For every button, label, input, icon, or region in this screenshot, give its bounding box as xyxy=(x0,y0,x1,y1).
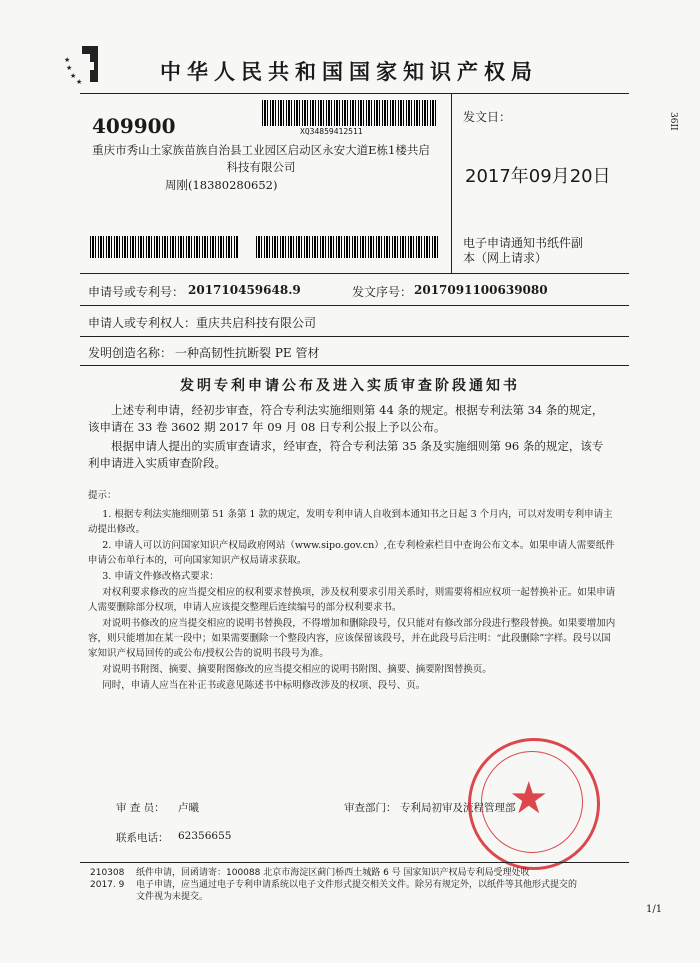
vertical-divider xyxy=(451,93,452,273)
tip-item: 对说明书附图、摘要、摘要附图修改的应当提交相应的说明书附图、摘要、摘要附图替换页。 xyxy=(102,664,492,675)
field-rule-2 xyxy=(80,305,629,306)
agency-logo xyxy=(64,42,112,88)
agency-name: 中华人民共和国国家知识产权局 xyxy=(160,60,538,84)
tip-item: 对权利要求修改的应当提交相应的权利要求替换项，涉及权利要求引用关系时，则需要将相应权项一起替换补正。如果申请人需要删除部分权项，申请人应该提交整理后连续编号的部分权利要求书。 xyxy=(88,587,616,613)
tips-heading: 提示： xyxy=(88,490,117,501)
send-date-label: 发文日： xyxy=(463,110,512,124)
svg-text:★: ★ xyxy=(70,72,77,80)
barcode-bottom-right xyxy=(256,236,438,258)
barcode-top xyxy=(262,100,438,126)
doc-no: 2017091100639080 xyxy=(414,283,548,297)
tip-item: 同时，申请人应当在补正书或意见陈述书中标明修改涉及的权项、段号、页。 xyxy=(102,680,426,691)
barcode-number: XQ34859412511 xyxy=(300,127,363,136)
field-rule-3 xyxy=(80,336,629,337)
tip-item: 1. 根据专利法实施细则第 51 条第 1 款的规定，发明专利申请人自收到本通知书之日起 3 个月内，可以对发明专利申请主动提出修改。 xyxy=(88,509,613,535)
applicant-label: 申请人或专利权人： xyxy=(88,316,197,330)
tips-section xyxy=(88,488,616,694)
footer-line-1: 纸件申请，回函请寄：100088 北京市海淀区蓟门桥西土城路 6 号 国家知识产权局专利局受理处收 xyxy=(136,868,530,878)
address-line-2: 科技有限公司 xyxy=(226,160,296,174)
svg-text:★: ★ xyxy=(76,78,83,86)
send-date: 2017年09月20日 xyxy=(465,166,611,187)
applicant: 重庆共启科技有限公司 xyxy=(196,316,317,330)
page-number: 1/1 xyxy=(646,904,663,915)
barcode-bottom-left xyxy=(90,236,238,258)
star-icon: ★ xyxy=(509,773,549,824)
app-no-label: 申请号或专利号： xyxy=(88,285,185,299)
official-seal xyxy=(468,738,600,870)
address-line-1: 重庆市秀山土家族苗族自治县工业园区启动区永安大道E栋1楼共启 xyxy=(92,143,430,157)
svg-text:★: ★ xyxy=(66,64,73,72)
tip-item: 对说明书修改的应当提交相应的说明书替换段，不得增加和删除段号，仅只能对有修改部分段进行整段替换。如果要增加内容，则只能增加在某一段中；如果需要删除一个整段内容，应该保留该段号，并在此段号后注明：“此段删除”字样。段号以国家知识产权局回传的或公布/授权公告的说明书段号为准。 xyxy=(88,618,616,659)
tip-item: 3. 申请文件修改格式要求： xyxy=(102,571,219,582)
postal-code: 409900 xyxy=(92,114,176,138)
form-code: 210308 xyxy=(90,868,125,878)
examiner-name: 卢曦 xyxy=(178,802,199,814)
phone-label: 联系电话： xyxy=(116,832,169,844)
app-no: 201710459648.9 xyxy=(188,283,301,297)
examiner-label: 审 查 员： xyxy=(116,802,165,814)
footer-line-3: 文件视为未提交。 xyxy=(136,892,209,902)
copy-note: 电子申请通知书纸件副本（网上请求） xyxy=(463,236,584,265)
footer-line-2: 电子申请，应当通过电子专利申请系统以电子文件形式提交相关文件。除另有规定外，以纸件等其他形式提交的 xyxy=(136,880,578,890)
recipient-address xyxy=(88,142,434,176)
form-date: 2017. 9 xyxy=(90,880,125,890)
dept-name: 专利局初审及流程管理部 xyxy=(400,802,516,814)
invention-name: 一种高韧性抗断裂 PE 管材 xyxy=(175,346,320,360)
field-rule-1 xyxy=(80,273,629,274)
doc-no-label: 发文序号： xyxy=(352,285,413,299)
notice-paragraph-2: 根据申请人提出的实质审查请求，经审查，符合专利法第 35 条及实施细则第 96 条的规定，该专利申请进入实质审查阶段。 xyxy=(88,439,604,470)
phone-number: 62356655 xyxy=(178,830,232,842)
invention-label: 发明创造名称： xyxy=(88,346,173,360)
tip-item: 2. 申请人可以访问国家知识产权局政府网站（www.sipo.gov.cn）,在专利检索栏目中查询公布文本。如果申请人需要纸件申请公布单行本的，可向国家知识产权局请求获取。 xyxy=(88,540,615,566)
dept-label: 审查部门： xyxy=(344,802,397,814)
svg-text:★: ★ xyxy=(64,56,71,64)
recipient-contact: 周刚(18380280652) xyxy=(165,178,278,192)
field-rule-4 xyxy=(80,365,629,366)
notice-paragraph-1: 上述专利申请，经初步审查，符合专利法实施细则第 44 条的规定。根据专利法第 34 条的规定，该申请在 33 卷 3602 期 2017 年 09 月 08 日专利公报上予以公布。 xyxy=(88,403,604,434)
notice-title: 发明专利申请公布及进入实质审查阶段通知书 xyxy=(180,378,520,394)
header-rule xyxy=(80,93,629,94)
side-code: 36II xyxy=(668,112,678,131)
footer-rule xyxy=(80,862,629,863)
